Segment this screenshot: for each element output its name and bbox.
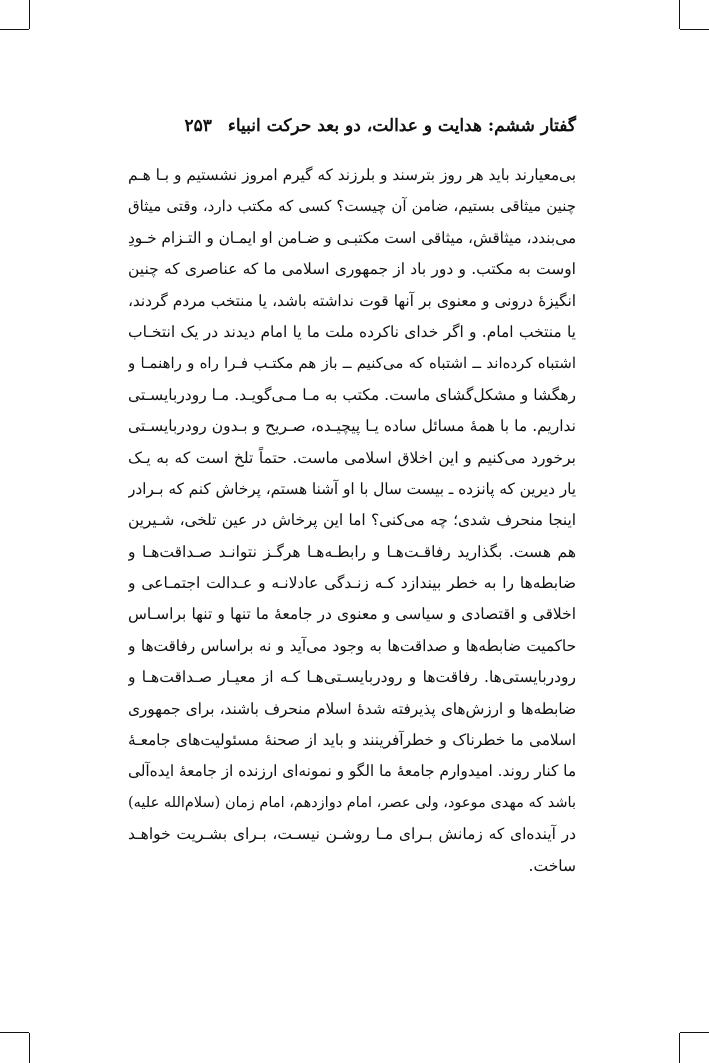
text-line: انگیزهٔ درونی و معنوی بر آنها قوت نداشته باشد، یا منتخب مردم گردند، xyxy=(128,291,576,310)
body-text xyxy=(128,160,576,882)
chapter-title: گفتار ششم: هدایت و عدالت، دو بعد حرکت انبیاء xyxy=(227,116,576,136)
crop-mark xyxy=(29,0,30,29)
text-line: باشد که مهدی موعود، ولی عصر، امام دوازدهم، امام زمان (سلام‌الله علیه) xyxy=(128,794,576,811)
text-line: ساخت. xyxy=(528,856,576,875)
text-line: رهگشا و مشکل‌گشای ماست. مکتب به مـا مـی‌گویـد. مـا رودربایسـتی xyxy=(128,385,576,404)
crop-mark xyxy=(680,29,709,30)
text-line: یا منتخب امام. و اگر خدای ناکرده ملت ما یا امام دیدند در یک انتخـاب xyxy=(128,322,576,341)
text-line: رودربایستی‌ها. رفاقت‌ها و رودربایسـتی‌هـا کـه از معیـار صـداقت‌هـا و xyxy=(128,668,576,687)
text-line: اشتباه کرده‌اند ــ اشتباه که می‌کنیم ــ باز هم مکتـب فـرا راه و راهنمـا و xyxy=(128,354,576,373)
crop-mark xyxy=(679,1033,680,1063)
crop-mark xyxy=(0,29,29,30)
text-line: بی‌معیارند باید هر روز بترسند و بلرزند که گیرم امروز نشستیم و بـا هـم xyxy=(128,166,576,184)
text-line: اخلاقی و اقتصادی و سیاسی و معنوی در جامعهٔ ما تنها و تنها براسـاس xyxy=(128,605,576,624)
text-line: اسلامی ما خطرناک و خطرآفرینند و باید از صحنهٔ مسئولیت‌های جامعـهٔ xyxy=(128,731,576,750)
text-line: ضابطه‌ها و ارزش‌های پذیرفته شدهٔ اسلام منحرف باشند، برای جمهوری xyxy=(128,699,576,718)
text-line: هم هست. بگذارید رفاقـت‌هـا و رابطـه‌هـا هرگـز نتوانـد صـداقت‌هـا و xyxy=(128,542,576,561)
crop-mark xyxy=(29,1033,30,1063)
text-line: نداریم. ما با همهٔ مسائل ساده یـا پیچیـده، صـریح و بـدون رودربایسـتی xyxy=(128,417,576,436)
text-line: اوست به مکتب. و دور باد از جمهوری اسلامی ما که عناصری که چنین xyxy=(128,260,576,279)
running-header xyxy=(128,111,576,141)
page-number: ۲۵۳ xyxy=(184,116,212,136)
text-line: در آینده‌ای که زمانش بـرای مـا روشـن نیسـت، بـرای بشـریت خواهـد xyxy=(128,825,576,844)
crop-mark xyxy=(679,0,680,29)
text-line: می‌بندد، میثاقش، میثاقی است مکتبـی و ضـامن او ایمـان و التـزام خـودِ xyxy=(128,228,576,247)
crop-mark xyxy=(680,1032,709,1033)
text-line: چنین میثاقی بستیم، ضامن آن چیست؟ کسی که مکتب دارد، وقتی میثاق xyxy=(128,197,576,216)
text-line: حاکمیت ضابطه‌ها و صداقت‌ها به وجود می‌آید و نه براساس رفاقت‌ها و xyxy=(128,636,576,655)
text-line: ما کنار روند. امیدوارم جامعهٔ ما الگو و نمونه‌ای ارزنده از جامعهٔ ایده‌آلی xyxy=(128,762,576,781)
text-line: یار دیرین که پانزده ـ بیست سال با او آشنا هستم، پرخاش کنم که بـرادر xyxy=(128,479,576,498)
text-line: اینجا منحرف شدی؛ چه می‌کنی؟ اما این پرخاش در عین تلخی، شـیرین xyxy=(128,511,576,530)
text-line: ضابطه‌ها را به خطر بیندازد کـه زنـدگی عادلانـه و عـدالت اجتمـاعی و xyxy=(128,574,576,593)
text-line: برخورد می‌کنیم و این اخلاق اسلامی ماست. حتماً تلخ است که به یـک xyxy=(128,448,576,467)
crop-mark xyxy=(0,1032,29,1033)
